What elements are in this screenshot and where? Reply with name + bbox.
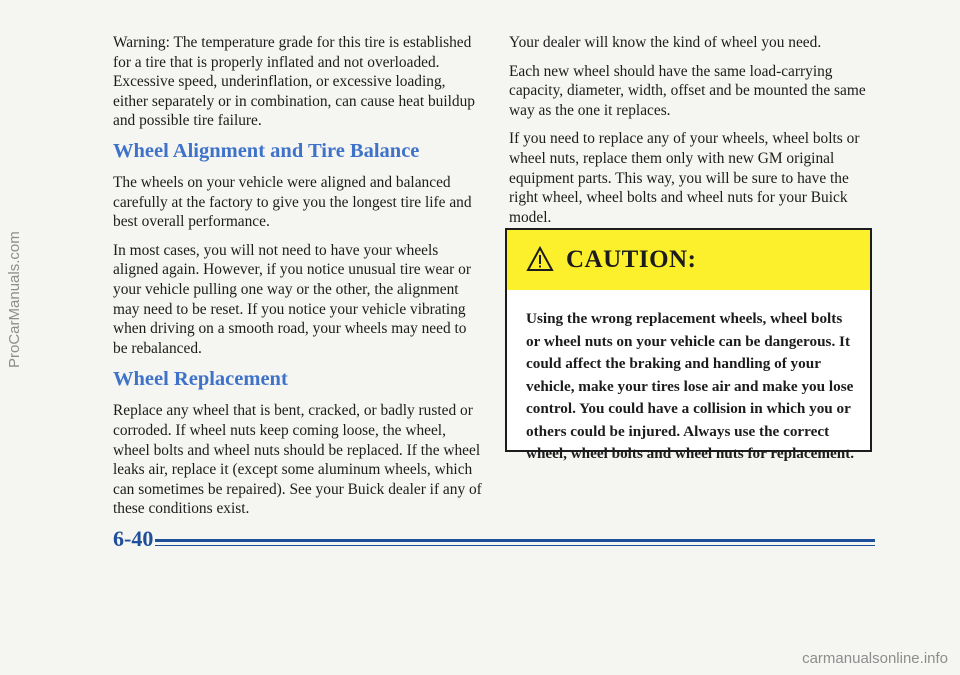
alignment-paragraph-1: The wheels on your vehicle were aligned and balanced carefully at the factory to give you the longest tire life and best overall performance. xyxy=(113,173,472,231)
page-number: 6-40 xyxy=(113,526,154,551)
footer-rule-thick xyxy=(155,539,875,542)
caution-header xyxy=(507,230,870,290)
page-footer xyxy=(113,526,875,556)
footer-rule-thin xyxy=(155,545,875,546)
replacement-heading: Wheel Replacement xyxy=(113,368,288,391)
watermark-vertical: ProCarManuals.com xyxy=(6,231,23,368)
caution-text: Using the wrong replacement wheels, wheel bolts or wheel nuts on your vehicle can be dangerous. It could affect the braking and handling of your vehicle, make your tires lose air and make you lose control. You could have a collision in which you or others could be injured. Always use the correct wheel, wheel bolts and wheel nuts for replacement. xyxy=(526,310,855,462)
left-column xyxy=(113,33,483,528)
dealer-paragraph: Your dealer will know the kind of wheel you need. xyxy=(509,34,822,51)
watermark-bottom: carmanualsonline.info xyxy=(802,650,948,667)
right-column xyxy=(509,33,877,236)
warning-paragraph: Warning: The temperature grade for this tire is established for a tire that is properly inflated and not overloaded. Excessive speed, underinflation, or excessive loading, either separately or in combination, can cause heat buildup and possible tire failure. xyxy=(113,34,475,130)
replace-parts-paragraph: If you need to replace any of your wheels, wheel bolts or wheel nuts, replace them only with new GM original equipment parts. This way, you will be sure to have the right wheel, wheel bolts and wheel nuts for your Buick model. xyxy=(509,130,860,226)
replacement-paragraph-1: Replace any wheel that is bent, cracked, or badly rusted or corroded. If wheel nuts keep coming loose, the wheel, wheel bolts and wheel nuts should be replaced. If the wheel leaks air, replace it (except some aluminum wheels, which can sometimes be repaired). See your Buick dealer if any of these conditions exist. xyxy=(113,402,482,518)
caution-label: CAUTION: xyxy=(566,246,697,273)
alignment-heading: Wheel Alignment and Tire Balance xyxy=(113,139,420,162)
warning-triangle-icon xyxy=(526,246,554,272)
alignment-paragraph-2: In most cases, you will not need to have your wheels aligned again. However, if you notice unusual tire wear or your vehicle pulling one way or the other, the alignment may need to be reset. If you notice your vehicle vibrating when driving on a smooth road, your wheels may need to be rebalanced. xyxy=(113,241,471,357)
new-wheel-paragraph: Each new wheel should have the same load-carrying capacity, diameter, width, offset and be mounted the same way as the one it replaces. xyxy=(509,62,866,119)
caution-box xyxy=(505,228,872,462)
